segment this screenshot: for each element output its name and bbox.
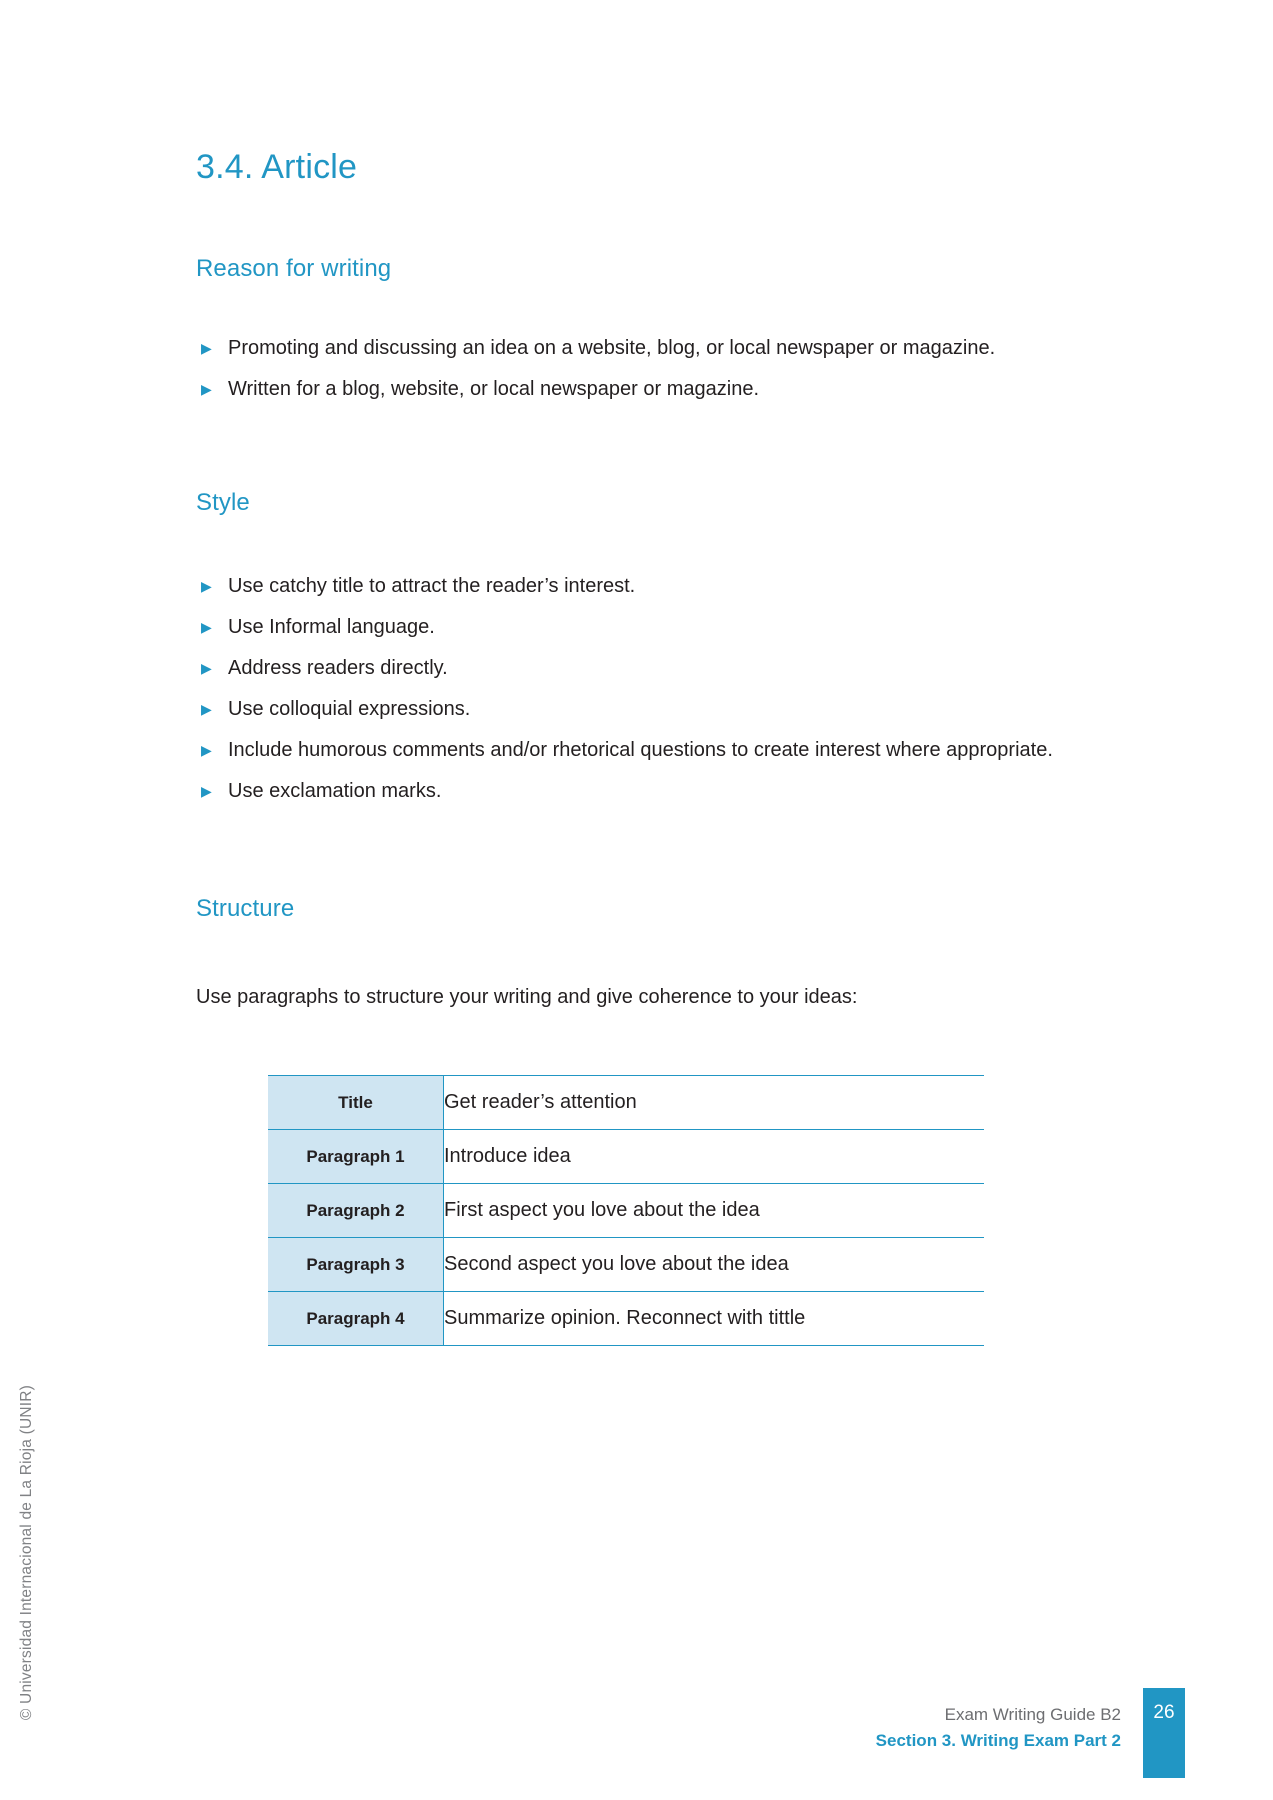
page-content: [196, 0, 1096, 1346]
triangle-bullet-icon: ▶: [201, 578, 212, 594]
table-row-value: Get reader’s attention: [444, 1076, 985, 1130]
list-item-text: Address readers directly.: [228, 657, 448, 679]
list-item: [196, 329, 1096, 368]
table-row: [268, 1238, 984, 1292]
table-row-label: Title: [268, 1076, 444, 1130]
table-row-label: Paragraph 3: [268, 1238, 444, 1292]
list-item-text: Written for a blog, website, or local newspaper or magazine.: [228, 378, 760, 400]
heading-style: Style: [196, 489, 250, 516]
list-item: [196, 567, 1096, 606]
list-item-text: Use catchy title to attract the reader’s interest.: [228, 575, 636, 597]
table-row: [268, 1076, 984, 1130]
triangle-bullet-icon: ▶: [201, 340, 212, 356]
footer-section-title: Section 3. Writing Exam Part 2: [875, 1731, 1121, 1751]
list-item-text: Use colloquial expressions.: [228, 698, 471, 720]
reason-for-writing-list: [196, 283, 1096, 409]
table-row: [268, 1130, 984, 1184]
table-row-value: Introduce idea: [444, 1130, 985, 1184]
table-row-value: Second aspect you love about the idea: [444, 1238, 985, 1292]
table-row-value: Summarize opinion. Reconnect with tittle: [444, 1292, 985, 1346]
table-row-label: Paragraph 4: [268, 1292, 444, 1346]
list-item-text: Use Informal language.: [228, 616, 435, 638]
triangle-bullet-icon: ▶: [201, 701, 212, 717]
footer-text-block: [876, 1702, 1121, 1755]
triangle-bullet-icon: ▶: [201, 660, 212, 676]
page-number-badge: 26: [1143, 1688, 1185, 1778]
list-item: [196, 649, 1096, 688]
triangle-bullet-icon: ▶: [201, 381, 212, 397]
list-item: [196, 772, 1096, 811]
table-row-label: Paragraph 1: [268, 1130, 444, 1184]
list-item: [196, 731, 1096, 770]
table-row: [268, 1292, 984, 1346]
triangle-bullet-icon: ▶: [201, 783, 212, 799]
copyright-sidenote: © Universidad Internacional de La Rioja (UNIR): [18, 1385, 35, 1721]
table-row-value: First aspect you love about the idea: [444, 1184, 985, 1238]
list-item: [196, 690, 1096, 729]
structure-intro-text: Use paragraphs to structure your writing and give coherence to your ideas:: [196, 986, 858, 1008]
page-title: 3.4. Article: [196, 148, 358, 186]
triangle-bullet-icon: ▶: [201, 742, 212, 758]
table-row: [268, 1184, 984, 1238]
list-item: [196, 608, 1096, 647]
triangle-bullet-icon: ▶: [201, 619, 212, 635]
footer-guide-title: Exam Writing Guide B2: [944, 1705, 1121, 1724]
page-footer: [0, 1670, 1273, 1800]
list-item-text: Include humorous comments and/or rhetorical questions to create interest where appropriate.: [228, 739, 1053, 761]
structure-table: [268, 1075, 984, 1346]
list-item-text: Use exclamation marks.: [228, 780, 442, 802]
heading-structure: Structure: [196, 895, 295, 922]
list-item-text: Promoting and discussing an idea on a website, blog, or local newspaper or magazine.: [228, 337, 996, 359]
heading-reason-for-writing: Reason for writing: [196, 255, 392, 282]
style-list: [196, 517, 1096, 811]
list-item: [196, 370, 1096, 409]
table-row-label: Paragraph 2: [268, 1184, 444, 1238]
